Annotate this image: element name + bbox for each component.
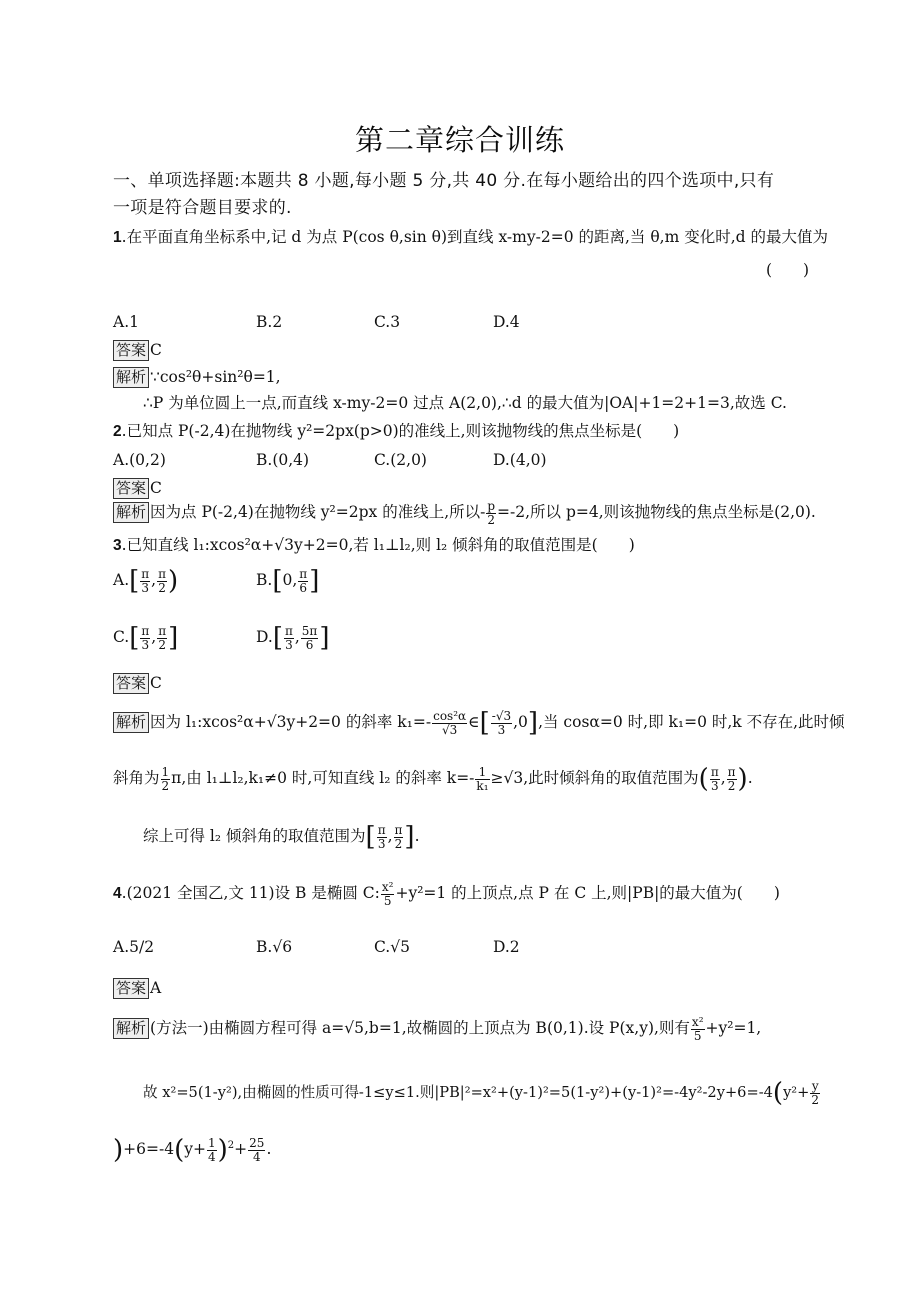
- q3-option-d: D.[ $\frac{\pi}{3}$ , $\frac{5\pi}{6}$ ]: [256, 623, 330, 654]
- denominator: 3: [377, 836, 386, 851]
- numerator: 5π: [301, 624, 318, 638]
- fraction-slope: [432, 710, 467, 736]
- denominator: 3: [141, 637, 150, 652]
- q3-solution-line-2: 斜角为 $\frac{1}{2}$ π,由 l₁⊥l₂,k₁≠0 时,可知直线 l₂ 的斜率 k=- $\frac{1}{\text{k₁}}$ ≥√3,此时倾斜角的取值范围为( $\frac{\pi}{3}$ , $\frac{\pi}{2}$ ).: [113, 764, 753, 795]
- solution-text: ≥√3,此时倾斜角的取值范围为: [490, 769, 699, 788]
- q2-answer: [113, 478, 162, 499]
- number: 0: [282, 571, 293, 590]
- answer-tag: 答案: [113, 978, 149, 999]
- q2-option-d: D.(4,0): [493, 451, 547, 469]
- answer-value: C: [150, 341, 162, 359]
- numerator: x²: [691, 1015, 704, 1029]
- denominator: 4: [252, 1149, 261, 1164]
- numerator: π: [158, 624, 167, 638]
- numerator: -√3: [491, 709, 512, 723]
- q4-option-d: D.2: [493, 938, 520, 956]
- q1-solution-line-1: [113, 367, 281, 388]
- numerator: cos²α: [433, 709, 467, 723]
- section-heading-line-1: 一、单项选择题:本题共 8 小题,每小题 5 分,共 40 分.在每小题给出的四个选项中,只有: [113, 171, 775, 191]
- numerator: 1: [475, 766, 489, 780]
- q2-option-a: A.(0,2): [113, 451, 166, 469]
- solution-text: ∈: [468, 713, 480, 732]
- q1-solution-line-2: ∴P 为单位圆上一点,而直线 x-my-2=0 过点 A(2,0),∴d 的最大值为|OA|+1=2+1=3,故选 C.: [143, 394, 787, 412]
- question-text: 在平面直角坐标系中,记 d 为点 P(cos θ,sin θ)到直线 x-my-2=0 的距离,当 θ,m 变化时,d 的最大值为: [126, 228, 829, 246]
- solution-text: +6=-4: [123, 1140, 175, 1159]
- q2-option-b: B.(0,4): [256, 451, 310, 469]
- q1-option-a: A.1: [113, 313, 139, 331]
- solution-text: (方法一)由椭圆方程可得 a=√5,b=1,故椭圆的上顶点为 B(0,1).设 P(x,y),则有: [150, 1019, 690, 1038]
- question-text: +y²=1 的上顶点,点 P 在 C 上,则|PB|的最大值为( ): [395, 884, 780, 903]
- denominator: k₁: [476, 778, 489, 793]
- q3-option-a: A.[ $\frac{\pi}{3}$ , $\frac{\pi}{2}$ ): [113, 566, 179, 597]
- denominator: 3: [710, 778, 719, 793]
- solution-text: ∵cos²θ+sin²θ=1,: [150, 368, 281, 386]
- q2-option-c: C.(2,0): [374, 451, 427, 469]
- denominator: 2: [487, 512, 496, 527]
- answer-value: A: [150, 979, 162, 997]
- denominator: 2: [158, 637, 166, 652]
- denominator: 2: [394, 836, 403, 851]
- solution-text: 斜角为: [113, 769, 160, 788]
- denominator: 5: [383, 893, 392, 908]
- numerator: p: [487, 499, 496, 513]
- question-number: 3: [113, 537, 122, 554]
- answer-tag: 答案: [113, 478, 149, 499]
- question-number: 1: [113, 229, 122, 246]
- question-text: 已知直线 l₁:xcos²α+√3y+2=0,若 l₁⊥l₂,则 l₂ 倾斜角的取值范围是( ): [126, 536, 635, 554]
- answer-value: C: [150, 674, 162, 692]
- solution-text: 因为 l₁:xcos²α+√3y+2=0 的斜率 k₁=-: [150, 713, 432, 732]
- solution-text: 综上可得 l₂ 倾斜角的取值范围为: [143, 827, 366, 846]
- question-number: 4: [113, 885, 122, 903]
- q3-answer: [113, 673, 162, 694]
- denominator: 3: [497, 722, 506, 737]
- denominator: √3: [441, 722, 458, 737]
- question-2-stem: 2.已知点 P(-2,4)在抛物线 y²=2px(p>0)的准线上,则该抛物线的焦点坐标是( ): [113, 422, 680, 440]
- denominator: 6: [299, 580, 308, 595]
- solution-text: 因为点 P(-2,4)在抛物线 y²=2px 的准线上,所以-: [150, 503, 486, 522]
- q2-solution: [113, 500, 816, 526]
- denominator: 2: [158, 580, 166, 595]
- q3-option-b: B.[0, $\frac{\pi}{6}$ ]: [256, 566, 320, 597]
- numerator: 25: [249, 1136, 265, 1150]
- q3-solution-line-3: 综上可得 l₂ 倾斜角的取值范围为[ $\frac{\pi}{3}$ , $\frac{\pi}{2}$ ].: [143, 822, 420, 853]
- numerator: x²: [381, 880, 394, 894]
- denominator: 2: [811, 1092, 820, 1107]
- numerator: π: [158, 567, 166, 581]
- number: 0: [518, 713, 528, 732]
- q1-option-b: B.2: [256, 313, 283, 331]
- q3-solution-line-1: 解析 因为 l₁:xcos²α+√3y+2=0 的斜率 k₁=- $\frac{\text{cos²α}}{√3}$ ∈[ $\frac{-√3}{3}$ ,0],当 cosα=0 时,即 k₁=0 时,k 不存在,此时倾: [113, 710, 845, 736]
- q1-answer: [113, 340, 162, 361]
- solution-text: π,由 l₁⊥l₂,k₁≠0 时,可知直线 l₂ 的斜率 k=-: [171, 769, 475, 788]
- answer-tag: 答案: [113, 340, 149, 361]
- numerator: 1: [208, 1136, 216, 1150]
- denominator: 6: [305, 637, 314, 652]
- question-3-stem: 3.已知直线 l₁:xcos²α+√3y+2=0,若 l₁⊥l₂,则 l₂ 倾斜角的取值范围是( ): [113, 536, 635, 554]
- answer-tag: 答案: [113, 673, 149, 694]
- q1-option-d: D.4: [493, 313, 520, 331]
- solution-tag: 解析: [113, 502, 149, 523]
- question-number: 2: [113, 423, 122, 440]
- q4-option-c: C.√5: [374, 938, 410, 956]
- section-heading-line-2: 一项是符合题目要求的.: [113, 198, 292, 218]
- numerator: π: [377, 823, 386, 837]
- denominator: 4: [208, 1149, 216, 1164]
- q4-solution-line-1: [113, 1016, 761, 1042]
- answer-paren: ( ): [766, 261, 810, 279]
- numerator: π: [141, 624, 150, 638]
- solution-text: +y²=1,: [705, 1019, 762, 1038]
- q4-solution-line-2: 故 x²=5(1-y²),由椭圆的性质可得-1≤y≤1.则|PB|²=x²+(y-1)²=5(1-y²)+(y-1)²=-4y²-2y+6=-4(y²+ $\frac{y}{2}$: [143, 1078, 820, 1109]
- numerator: y: [811, 1079, 819, 1093]
- denominator: 3: [285, 637, 293, 652]
- numerator: 1: [161, 765, 170, 779]
- denominator: 5: [693, 1028, 702, 1043]
- numerator: π: [299, 567, 308, 581]
- question-1-stem: 1.在平面直角坐标系中,记 d 为点 P(cos θ,sin θ)到直线 x-my-2=0 的距离,当 θ,m 变化时,d 的最大值为: [113, 228, 829, 246]
- solution-text: 故 x²=5(1-y²),由椭圆的性质可得-1≤y≤1.则|PB|²=x²+(y-1)²=5(1-y²)+(y-1)²=-4y²-2y+6=-4: [143, 1084, 773, 1102]
- q1-option-c: C.3: [374, 313, 401, 331]
- denominator: 2: [161, 778, 170, 793]
- solution-tag: 解析: [113, 1018, 149, 1039]
- q4-option-b: B.√6: [256, 938, 293, 956]
- solution-tag: 解析: [113, 367, 149, 388]
- denominator: 3: [141, 580, 150, 595]
- q4-answer: [113, 978, 161, 999]
- q4-option-a: A.5/2: [113, 938, 155, 956]
- denominator: 2: [727, 778, 736, 793]
- numerator: π: [284, 624, 293, 638]
- solution-text: =-2,所以 p=4,则该抛物线的焦点坐标是(2,0).: [497, 503, 816, 522]
- numerator: π: [394, 823, 403, 837]
- q3-option-c: C.[ $\frac{\pi}{3}$ , $\frac{\pi}{2}$ ]: [113, 623, 179, 654]
- solution-text: ,当 cosα=0 时,即 k₁=0 时,k 不存在,此时倾: [538, 713, 845, 732]
- page-title: 第二章综合训练: [354, 123, 565, 157]
- fraction-p-over-2: [486, 500, 496, 526]
- answer-value: C: [150, 479, 162, 497]
- question-text: 已知点 P(-2,4)在抛物线 y²=2px(p>0)的准线上,则该抛物线的焦点坐标是( ): [126, 422, 680, 440]
- solution-tag: 解析: [113, 712, 149, 733]
- numerator: π: [141, 567, 150, 581]
- q4-solution-line-3: )+6=-4(y+ $\frac{1}{4}$ )$^2$+ $\frac{25}{4}$ .: [113, 1135, 272, 1166]
- question-4-stem: 4.(2021 全国乙,文 11)设 B 是椭圆 C: $\frac{\text{x²}}{5}$ +y²=1 的上顶点,点 P 在 C 上,则|PB|的最大值为( ): [113, 880, 780, 908]
- numerator: π: [727, 765, 736, 779]
- question-text: (2021 全国乙,文 11)设 B 是椭圆 C:: [126, 884, 380, 903]
- numerator: π: [710, 765, 719, 779]
